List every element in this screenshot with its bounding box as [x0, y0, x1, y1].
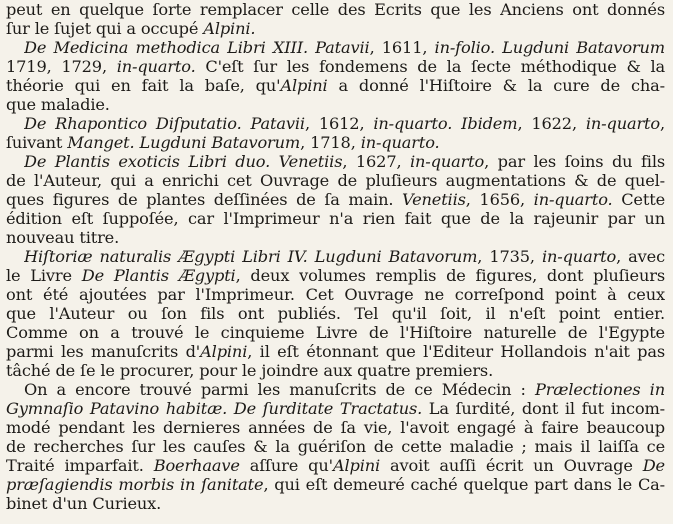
- text-line: peut en quelque ſorte remplacer celle des Ecrits que les Anciens ont donnés: [6, 0, 665, 19]
- text-line: De Plantis exoticis Libri duo. Venetiis, 1627, in-quarto, par les ſoins du fils: [24, 152, 665, 171]
- text-line: de l'Auteur, qui a enrichi cet Ouvrage de pluſieurs augmentations & de quel-: [6, 171, 665, 190]
- text-line: Hiſtoriæ naturalis Ægypti Libri IV. Lugduni Batavorum, 1735, in-quarto, avec: [24, 247, 665, 266]
- text-line: præſagiendis morbis in ſanitate, qui eſt demeuré caché quelque part dans le Ca-: [6, 475, 665, 494]
- text-line: De Rhapontico Diſputatio. Patavii, 1612, in-quarto. Ibidem, 1622, in-quarto,: [24, 114, 665, 133]
- text-line: 1719, 1729, in-quarto. C'eſt ſur les fondemens de la ſecte méthodique & la: [6, 57, 665, 76]
- text-line: ſuivant Manget. Lugduni Batavorum, 1718, in-quarto.: [6, 133, 440, 152]
- text-line: ques figures de plantes deſſinées de ſa main. Venetiis, 1656, in-quarto. Cette: [6, 190, 665, 209]
- text-line: binet d'un Curieux.: [6, 494, 162, 513]
- text-line: Comme on a trouvé le cinquieme Livre de l'Hiſtoire naturelle de l'Egypte: [6, 323, 665, 342]
- text-line: ſur le ſujet qui a occupé Alpini.: [6, 19, 256, 38]
- text-line: tâché de ſe le procurer, pour le joindre aux quatre premiers.: [6, 361, 494, 380]
- text-line: de recherches ſur les cauſes & la guériſon de cette maladie ; mais il laiſſa ce: [6, 437, 665, 456]
- text-line: Traité imparfait. Boerhaave aſſure qu'Alpini avoit auſſi écrit un Ouvrage De: [6, 456, 665, 475]
- text-line: théorie qui en fait la baſe, qu'Alpini a donné l'Hiſtoire & la cure de cha-: [6, 76, 665, 95]
- text-line: nouveau titre.: [6, 228, 120, 247]
- text-line: Gymnaſio Patavino habitæ. De ſurditate Tractatus. La ſurdité, dont il fut incom-: [6, 399, 665, 418]
- text-line: De Medicina methodica Libri XIII. Patavii, 1611, in-folio. Lugduni Batavorum: [24, 38, 665, 57]
- text-line: modé pendant les dernieres années de ſa vie, l'avoit engagé à faire beaucoup: [6, 418, 665, 437]
- text-line: que l'Auteur ou ſon fils ont publiés. Tel qu'il ſoit, il n'eſt point entier.: [6, 304, 665, 323]
- text-line: que maladie.: [6, 95, 110, 114]
- text-line: parmi les manuſcrits d'Alpini, il eſt étonnant que l'Editeur Hollandois n'ait pas: [6, 342, 665, 361]
- text-line: On a encore trouvé parmi les manuſcrits de ce Médecin : Prælectiones in: [24, 380, 665, 399]
- text-line: ont été ajoutées par l'Imprimeur. Cet Ouvrage ne correſpond point à ceux: [6, 285, 665, 304]
- text-line: le Livre De Plantis Ægypti, deux volumes remplis de figures, dont pluſieurs: [6, 266, 665, 285]
- text-line: édition eſt ſuppoſée, car l'Imprimeur n'a rien fait que de la rajeunir par un: [6, 209, 665, 228]
